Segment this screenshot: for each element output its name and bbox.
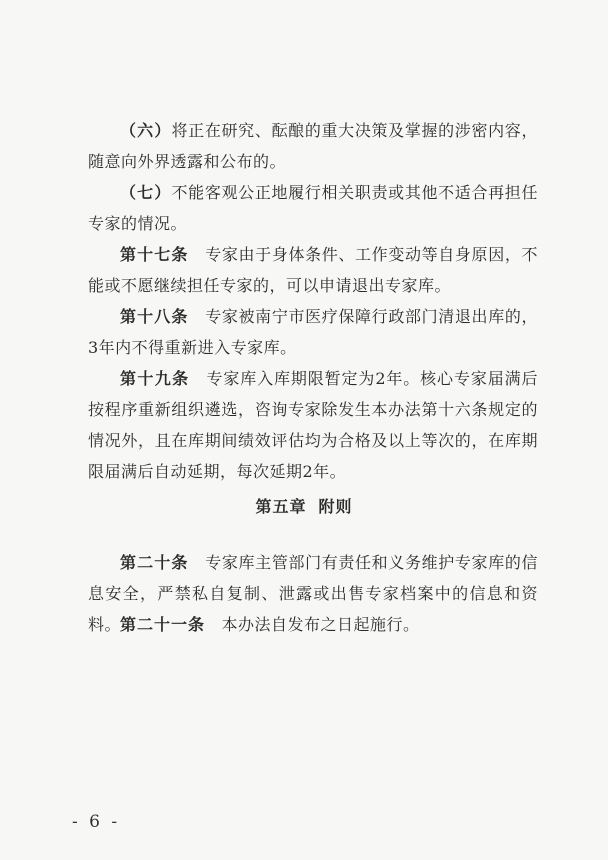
paragraph-text: 不能客观公正地履行相关职责或其他不适合再担任专家的情况。 — [88, 183, 538, 233]
article-text: 专家被南宁市医疗保障行政部门清退出库的，3年内不得重新进入专家库。 — [88, 307, 538, 357]
article-label: 第十八条 — [120, 307, 189, 326]
article-label: 第二十条 — [120, 553, 189, 572]
article-label: 第二十一条 — [120, 615, 206, 634]
article-19 — [88, 363, 538, 487]
article-text: 专家库主管部门有责任和义务维护专家库的信息安全，严禁私自复制、泄露或出售专家档案中的信息和资料。 — [88, 553, 538, 634]
chapter-title: 附则 — [318, 497, 353, 516]
paragraph-text: 将正在研究、酝酿的重大决策及掌握的涉密内容，随意向外界透露和公布的。 — [88, 121, 538, 171]
article-text: 本办法自发布之日起施行。 — [205, 615, 420, 634]
paragraph-lead: （六） — [120, 121, 172, 140]
page-number: - 6 - — [72, 812, 121, 832]
chapter-heading — [0, 494, 608, 517]
article-17 — [88, 239, 538, 301]
paragraph-item-6 — [88, 115, 538, 177]
paragraph-lead: （七） — [120, 183, 172, 202]
article-label: 第十七条 — [120, 245, 189, 264]
article-label: 第十九条 — [120, 369, 190, 388]
article-21 — [88, 609, 538, 640]
article-text: 专家由于身体条件、工作变动等自身原因，不能或不愿继续担任专家的，可以申请退出专家库。 — [88, 245, 538, 295]
chapter-number: 第五章 — [255, 497, 307, 516]
article-text: 专家库入库期限暂定为2年。核心专家届满后按程序重新组织遴选，咨询专家除发生本办法第十六条规定的情况外，且在库期间绩效评估均为合格及以上等次的，在库期限届满后自动延期，每次延期2年。 — [88, 369, 538, 481]
paragraph-item-7 — [88, 177, 538, 239]
article-18 — [88, 301, 538, 363]
